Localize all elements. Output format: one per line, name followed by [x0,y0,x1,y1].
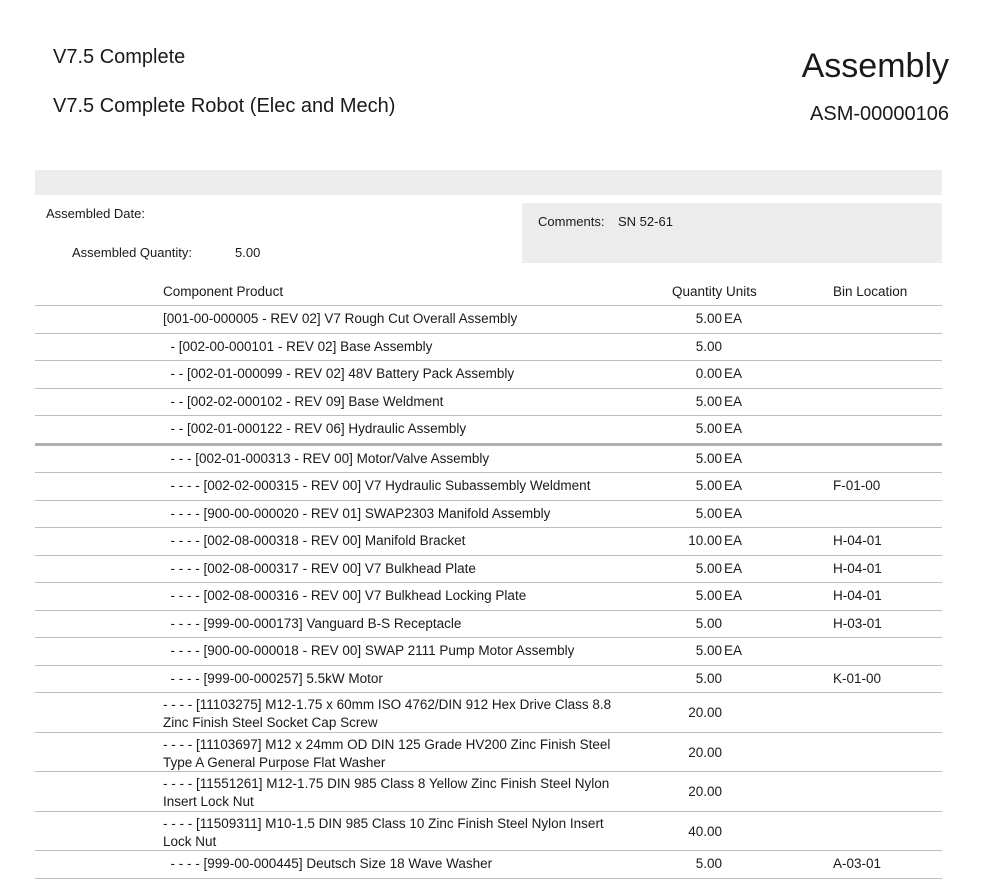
component-quantity: 40.00 [688,823,722,839]
quantity-cell [682,478,742,493]
quantity-cell [682,745,724,760]
table-row [35,772,942,812]
quantity-cell [682,451,742,466]
component-unit: EA [724,450,743,466]
table-row [35,851,942,879]
quantity-cell [682,561,742,576]
component-quantity: 5.00 [695,338,722,354]
header-band [35,170,942,195]
quantity-cell [682,824,724,839]
component-unit: EA [724,560,743,576]
component-quantity: 5.00 [695,856,722,871]
quantity-cell [682,533,742,548]
component-unit: EA [724,588,743,603]
table-row [35,693,942,733]
table-row [35,361,942,389]
component-quantity: 5.00 [695,643,722,658]
bin-location: K-01-00 [833,670,882,686]
bin-location: F-01-00 [833,478,881,493]
quantity-cell [682,506,742,521]
column-header-product: Component Product [163,284,284,299]
component-quantity: 5.00 [695,615,722,631]
column-header-bin-location: Bin Location [833,284,908,299]
quantity-cell [682,856,724,871]
component-product: - - - - [900-00-000018 - REV 00] SWAP 2111 Pump Motor Assembly [163,643,575,658]
component-unit: EA [724,643,743,658]
quantity-cell [682,616,724,631]
component-unit: EA [724,421,743,436]
quantity-cell [682,643,742,658]
component-product: - - - - [11509311] M10-1.5 DIN 985 Class 10 Zinc Finish Steel Nylon Insert Lock Nut [163,815,604,849]
table-row [35,389,942,417]
quantity-cell [682,394,742,409]
bin-location: H-04-01 [833,533,882,548]
component-quantity: 5.00 [695,505,722,521]
component-quantity: 20.00 [688,744,722,760]
component-quantity: 5.00 [695,421,722,436]
table-header [35,279,942,306]
component-product: - - - - [999-00-000445] Deutsch Size 18 Wave Washer [163,856,493,871]
table-row [35,473,942,501]
table-row [35,416,942,446]
quantity-cell [682,784,724,799]
comments-box [522,203,942,263]
component-product: - - - - [002-08-000318 - REV 00] Manifold Bracket [163,533,466,548]
component-product: - - - - [11103697] M12 x 24mm OD DIN 125 Grade HV200 Zinc Finish Steel Type A General Purpose Flat Washer [163,736,611,770]
component-unit: EA [724,366,743,381]
assembly-title: V7.5 Complete [53,46,186,68]
column-header-quantity-units: Quantity Units [672,284,757,299]
table-row [35,638,942,666]
component-product: - - - - [900-00-000020 - REV 01] SWAP2303 Manifold Assembly [163,505,551,521]
component-product: - - [002-02-000102 - REV 09] Base Weldment [163,393,444,409]
component-product: [001-00-000005 - REV 02] V7 Rough Cut Overall Assembly [163,311,518,326]
quantity-cell [682,588,742,603]
quantity-cell [682,311,742,326]
table-row [35,733,942,773]
bin-location: H-03-01 [833,615,882,631]
component-product: - - [002-01-000099 - REV 02] 48V Battery Pack Assembly [163,366,515,381]
component-product: - - - - [11103275] M12-1.75 x 60mm ISO 4762/DIN 912 Hex Drive Class 8.8 Zinc Finish Steel Socket Cap Screw [163,697,612,730]
component-quantity: 5.00 [695,560,722,576]
component-quantity: 5.00 [695,588,722,603]
table-row [35,812,942,852]
component-product: - - [002-01-000122 - REV 06] Hydraulic Assembly [163,421,467,436]
component-product: - [002-00-000101 - REV 02] Base Assembly [163,338,433,354]
comments-label: Comments: [538,214,605,229]
component-quantity: 5.00 [695,450,722,466]
component-unit: EA [724,478,743,493]
component-unit: EA [724,505,743,521]
document-type: Assembly [801,47,949,85]
comments-value: SN 52-61 [618,214,673,229]
component-unit: EA [724,533,743,548]
quantity-cell [682,671,724,686]
component-product: - - - - [002-08-000316 - REV 00] V7 Bulkhead Locking Plate [163,588,527,603]
table-body [35,306,942,879]
table-row [35,306,942,334]
components-table [35,279,942,879]
quantity-cell [682,366,742,381]
component-quantity: 5.00 [695,478,722,493]
component-product: - - - - [11551261] M12-1.75 DIN 985 Class 8 Yellow Zinc Finish Steel Nylon Insert Lock Nut [163,776,610,809]
component-unit: EA [724,311,743,326]
component-product: - - - - [002-02-000315 - REV 00] V7 Hydraulic Subassembly Weldment [163,478,591,493]
assembled-date-label: Assembled Date: [46,206,145,221]
component-quantity: 5.00 [695,311,722,326]
component-quantity: 0.00 [695,366,722,381]
assembled-quantity-label: Assembled Quantity: [72,245,192,260]
component-quantity: 5.00 [695,670,722,686]
bin-location: A-03-01 [833,856,882,871]
assembled-quantity-value: 5.00 [235,245,261,260]
quantity-cell [682,705,724,720]
component-product: - - - - [999-00-000173] Vanguard B-S Receptacle [163,615,462,631]
component-quantity: 10.00 [688,533,722,548]
bin-location: H-04-01 [833,588,882,603]
table-row [35,666,942,694]
assembly-number: ASM-00000106 [810,103,949,125]
component-quantity: 5.00 [695,393,722,409]
table-row [35,501,942,529]
table-row [35,583,942,611]
component-product: - - - - [002-08-000317 - REV 00] V7 Bulkhead Plate [163,560,476,576]
component-quantity: 20.00 [688,784,722,799]
component-quantity: 20.00 [688,705,722,720]
table-row [35,556,942,584]
bin-location: H-04-01 [833,560,882,576]
component-product: - - - [002-01-000313 - REV 00] Motor/Valve Assembly [163,450,490,466]
assembly-subtitle: V7.5 Complete Robot (Elec and Mech) [53,95,396,117]
table-row [35,334,942,362]
component-product: - - - - [999-00-000257] 5.5kW Motor [163,670,383,686]
table-row [35,528,942,556]
quantity-cell [682,421,742,436]
table-row [35,611,942,639]
component-unit: EA [724,393,743,409]
table-row [35,446,942,474]
quantity-cell [682,339,724,354]
